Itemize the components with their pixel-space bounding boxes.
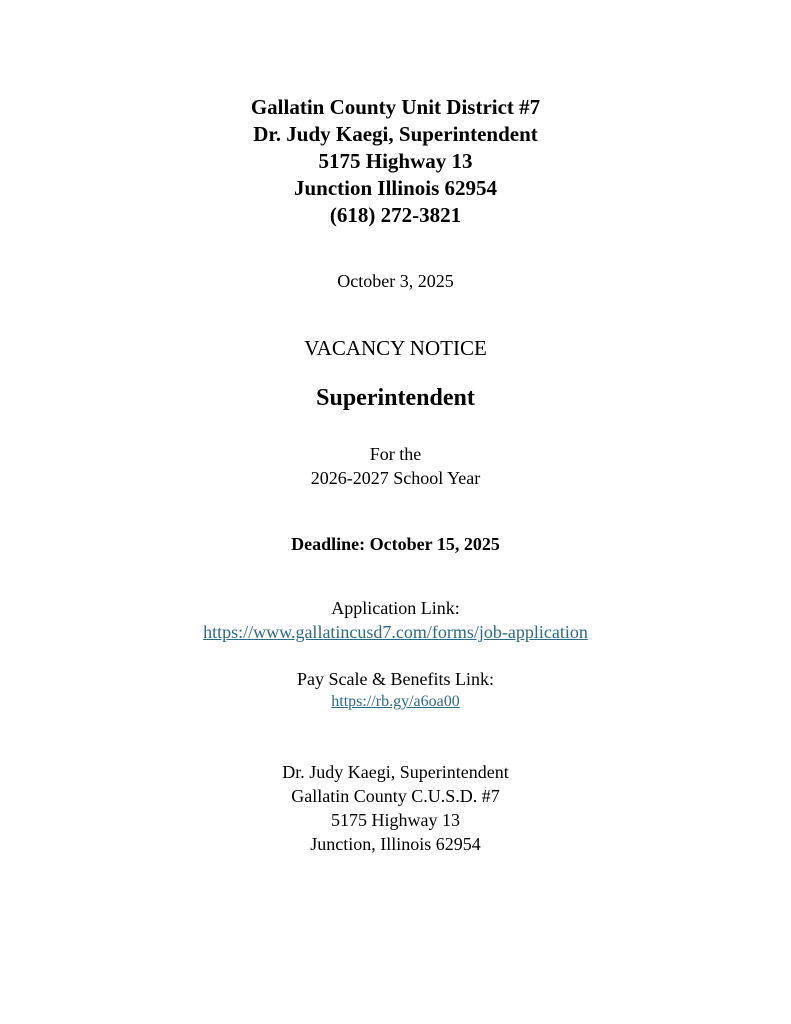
application-link[interactable]: https://www.gallatincusd7.com/forms/job-application <box>203 622 588 642</box>
superintendent-name: Dr. Judy Kaegi, Superintendent <box>253 122 538 146</box>
pay-scale-link-label: Pay Scale & Benefits Link: <box>297 669 494 689</box>
contact-city: Junction, Illinois 62954 <box>310 834 481 854</box>
position-title: Superintendent <box>316 385 475 411</box>
application-link-row <box>0 623 791 642</box>
vacancy-heading: VACANCY NOTICE <box>304 336 487 360</box>
pay-scale-link-row <box>0 694 791 710</box>
for-the-line: For the <box>369 444 422 464</box>
pay-scale-link[interactable]: https://rb.gy/a6oa00 <box>331 693 460 710</box>
application-link-label: Application Link: <box>331 598 460 618</box>
application-deadline: Deadline: October 15, 2025 <box>291 534 500 554</box>
header-city-state-zip: Junction Illinois 62954 <box>293 176 498 200</box>
notice-date: October 3, 2025 <box>337 271 454 291</box>
school-year: 2026-2027 School Year <box>310 468 481 488</box>
header-street-address: 5175 Highway 13 <box>318 149 473 173</box>
contact-organization: Gallatin County C.U.S.D. #7 <box>291 786 500 806</box>
contact-street: 5175 Highway 13 <box>331 810 460 830</box>
district-name: Gallatin County Unit District #7 <box>250 95 541 119</box>
contact-name: Dr. Judy Kaegi, Superintendent <box>282 762 509 782</box>
header-phone: (618) 272-3821 <box>329 203 462 227</box>
